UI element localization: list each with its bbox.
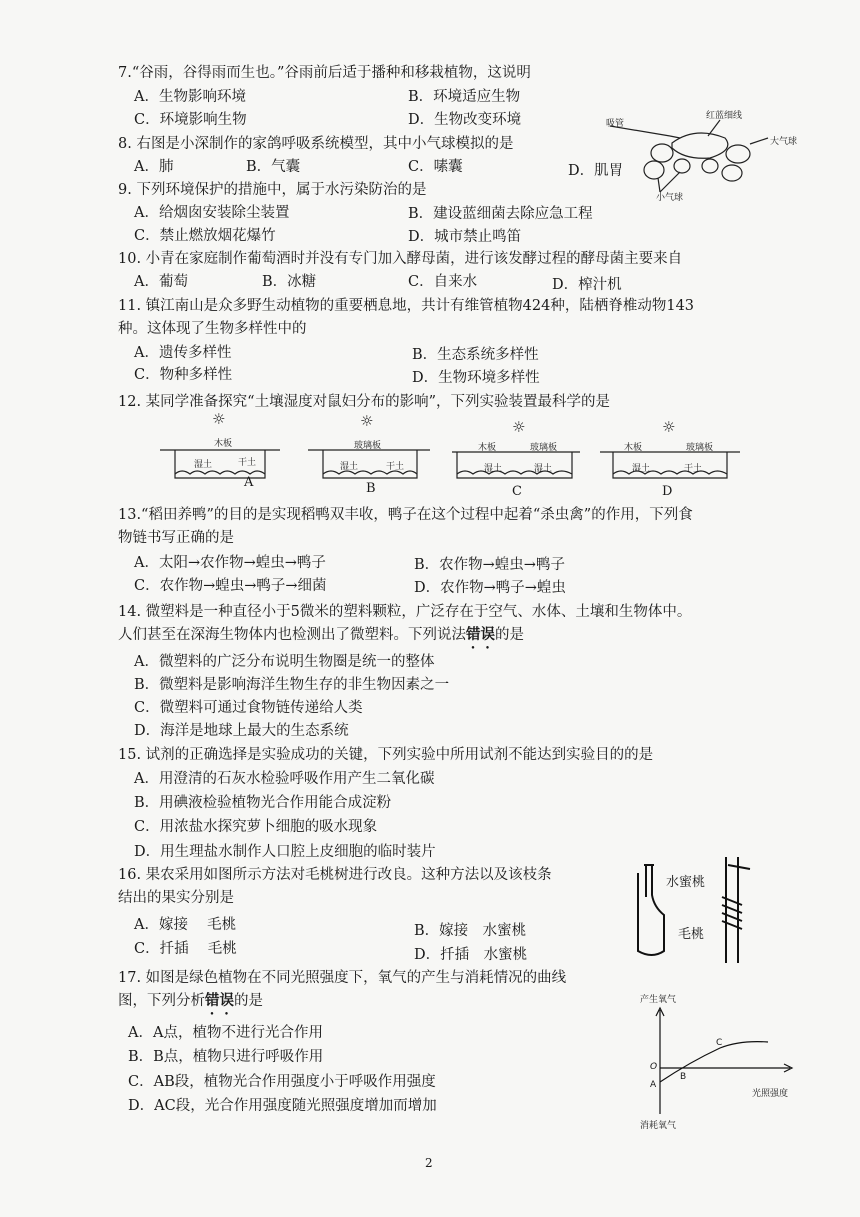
- q9-option-d: D．城市禁止鸣笛: [408, 229, 522, 245]
- setup-c-label-wet2: 湿土: [534, 464, 553, 474]
- pigeon-label-straw: 吸管: [606, 119, 625, 129]
- setup-c-label-wood: 木板: [478, 443, 497, 453]
- q16-stem-line2: 结出的果实分别是: [118, 890, 234, 906]
- q15-option-a: A．用澄清的石灰水检验呼吸作用产生二氧化碳: [134, 771, 435, 787]
- q14-option-a: A．微塑料的广泛分布说明生物圈是统一的整体: [134, 654, 435, 670]
- pigeon-label-small-balloon: 小气球: [656, 193, 684, 203]
- setup-d-letter: D: [662, 484, 673, 499]
- page-number: 2: [425, 1156, 433, 1170]
- q10-option-b: B．冰糖: [262, 274, 317, 290]
- setup-a-label-dry: 干土: [238, 458, 257, 468]
- setup-d-label-glass: 玻璃板: [686, 443, 714, 453]
- q15-option-d: D．用生理盐水制作人口腔上皮细胞的临时装片: [134, 844, 436, 860]
- q12-stem: 12. 某同学准备探究“土壤湿度对鼠妇分布的影响”，下列实验装置最科学的是: [118, 394, 610, 410]
- q11-option-a: A．遗传多样性: [134, 345, 232, 361]
- q17-stem-line2: [118, 992, 263, 1018]
- setup-b-letter: B: [366, 481, 376, 496]
- q11-option-b: B．生态系统多样性: [412, 347, 539, 363]
- q9-option-c: C．禁止燃放烟花爆竹: [134, 228, 276, 244]
- q16-option-a: A．嫁接 毛桃: [134, 917, 237, 933]
- setup-a-letter: A: [244, 475, 254, 490]
- q7-option-d: D．生物改变环境: [408, 112, 522, 128]
- setup-d-label-dry: 干土: [684, 464, 703, 474]
- q17-emphasis: 错误: [205, 992, 234, 1009]
- graph-point-b: B: [680, 1072, 687, 1082]
- q17-option-c: C．AB段，植物光合作用强度小于呼吸作用强度: [128, 1074, 436, 1090]
- q7-option-a: A．生物影响环境: [134, 89, 246, 105]
- setup-a-label-wet: 湿土: [194, 460, 213, 470]
- q10-option-a: A．葡萄: [134, 274, 188, 290]
- q15-stem: 15. 试剂的正确选择是实验成功的关键，下列实验中所用试剂不能达到实验目的的是: [118, 747, 654, 763]
- q16-option-c: C．扦插 毛桃: [134, 941, 237, 957]
- q13-option-b: B．农作物→蝗虫→鸭子: [414, 557, 565, 573]
- q16-option-d: D．扦插 水蜜桃: [414, 947, 528, 963]
- q10-option-c: C．自来水: [408, 274, 478, 290]
- q17-option-d: D．AC段，光合作用强度随光照强度增加而增加: [128, 1098, 437, 1114]
- q14-stem-end: 的是: [495, 627, 524, 643]
- graph-point-c: C: [716, 1038, 723, 1048]
- q17-stem-end: 的是: [234, 993, 263, 1009]
- setup-b-label-dry: 干土: [386, 462, 405, 472]
- setup-c-letter: C: [512, 484, 522, 499]
- q9-stem: 9. 下列环境保护的措施中，属于水污染防治的是: [118, 182, 427, 198]
- q11-option-c: C．物种多样性: [134, 367, 233, 383]
- q8-option-a: A．肺: [134, 159, 174, 175]
- graph-point-a: A: [650, 1080, 657, 1090]
- q13-option-a: A．太阳→农作物→蝗虫→鸭子: [134, 555, 326, 571]
- pigeon-label-big-balloon: 大气球: [770, 137, 798, 147]
- graph-label-light: 光照强度: [752, 1089, 789, 1099]
- q17-option-b: B．B点，植物只进行呼吸作用: [128, 1049, 324, 1065]
- setup-c-label-glass: 玻璃板: [530, 443, 558, 453]
- q8-option-c: C．嗉囊: [408, 159, 463, 175]
- q7-stem: 7.“谷雨，谷得雨而生也。”谷雨前后适于播种和移栽植物，这说明: [118, 65, 531, 81]
- q15-option-b: B．用碘液检验植物光合作用能合成淀粉: [134, 795, 392, 811]
- q8-option-b: B．气囊: [246, 159, 301, 175]
- q14-stem-line2: [118, 626, 524, 652]
- sun-icon: ☼: [512, 418, 526, 436]
- q13-stem-line1: 13.“稻田养鸭”的目的是实现稻鸭双丰收，鸭子在这个过程中起着“杀虫禽”的作用，下列食: [118, 507, 693, 523]
- q16-option-b: B．嫁接 水蜜桃: [414, 923, 527, 939]
- q8-stem: 8. 右图是小深制作的家鸽呼吸系统模型，其中小气球模拟的是: [118, 136, 514, 152]
- q13-stem-line2: 物链书写正确的是: [118, 530, 234, 546]
- q7-option-b: B．环境适应生物: [408, 89, 521, 105]
- graph-label-produce: 产生氧气: [640, 995, 677, 1005]
- q15-option-c: C．用浓盐水探究萝卜细胞的吸水现象: [134, 819, 378, 835]
- q13-option-d: D．农作物→鸭子→蝗虫: [414, 580, 566, 596]
- q11-stem-line2: 种。这体现了生物多样性中的: [118, 321, 307, 337]
- q11-stem-line1: 11. 镇江南山是众多野生动植物的重要栖息地，共计有维管植物424种，陆栖脊椎动物143: [118, 298, 695, 314]
- graph-point-o: O: [650, 1062, 658, 1072]
- setup-b-label-glass: 玻璃板: [354, 441, 382, 451]
- q17-option-a: A．A点，植物不进行光合作用: [128, 1025, 323, 1041]
- pigeon-label-thread: 红蓝细线: [706, 111, 743, 121]
- q10-option-d: D．榨汁机: [552, 277, 622, 293]
- sun-icon: ☼: [212, 410, 226, 428]
- setup-d-label-wet: 湿土: [632, 464, 651, 474]
- q14-stem-text: 人们甚至在深海生物体内也检测出了微塑料。下列说法: [118, 627, 466, 643]
- q7-option-c: C．环境影响生物: [134, 112, 247, 128]
- graft-label-stock: 毛桃: [678, 927, 705, 942]
- q17-stem-line1: 17. 如图是绿色植物在不同光照强度下，氧气的产生与消耗情况的曲线: [118, 970, 567, 986]
- setup-b-label-wet: 湿土: [340, 462, 359, 472]
- sun-icon: ☼: [662, 418, 676, 436]
- q17-stem-text: 图，下列分析: [118, 993, 205, 1009]
- q14-option-b: B．微塑料是影响海洋生物生存的非生物因素之一: [134, 677, 450, 693]
- sun-icon: ☼: [360, 412, 374, 430]
- q8-option-d: D．肌胃: [568, 163, 624, 179]
- q9-option-a: A．给烟囱安装除尘装置: [134, 205, 290, 221]
- q10-stem: 10. 小青在家庭制作葡萄酒时并没有专门加入酵母菌，进行该发酵过程的酵母菌主要来自: [118, 251, 683, 267]
- q14-option-c: C．微塑料可通过食物链传递给人类: [134, 700, 363, 716]
- q9-option-b: B．建设蓝细菌去除应急工程: [408, 206, 593, 222]
- q14-option-d: D．海洋是地球上最大的生态系统: [134, 723, 349, 739]
- q13-option-c: C．农作物→蝗虫→鸭子→细菌: [134, 578, 327, 594]
- setup-c-label-wet1: 湿土: [484, 464, 503, 474]
- q14-stem-line1: 14. 微塑料是一种直径小于5微米的塑料颗粒，广泛存在于空气、水体、土壤和生物体中。: [118, 604, 692, 620]
- setup-a-label-wood: 木板: [214, 439, 233, 449]
- graft-label-scion: 水蜜桃: [666, 875, 706, 890]
- q16-stem-line1: 16. 果农采用如图所示方法对毛桃树进行改良。这种方法以及该枝条: [118, 867, 552, 883]
- q11-option-d: D．生物环境多样性: [412, 370, 540, 386]
- setup-d-label-wood: 木板: [624, 443, 643, 453]
- graph-label-consume: 消耗氧气: [640, 1121, 677, 1131]
- q14-emphasis: 错误: [466, 626, 495, 643]
